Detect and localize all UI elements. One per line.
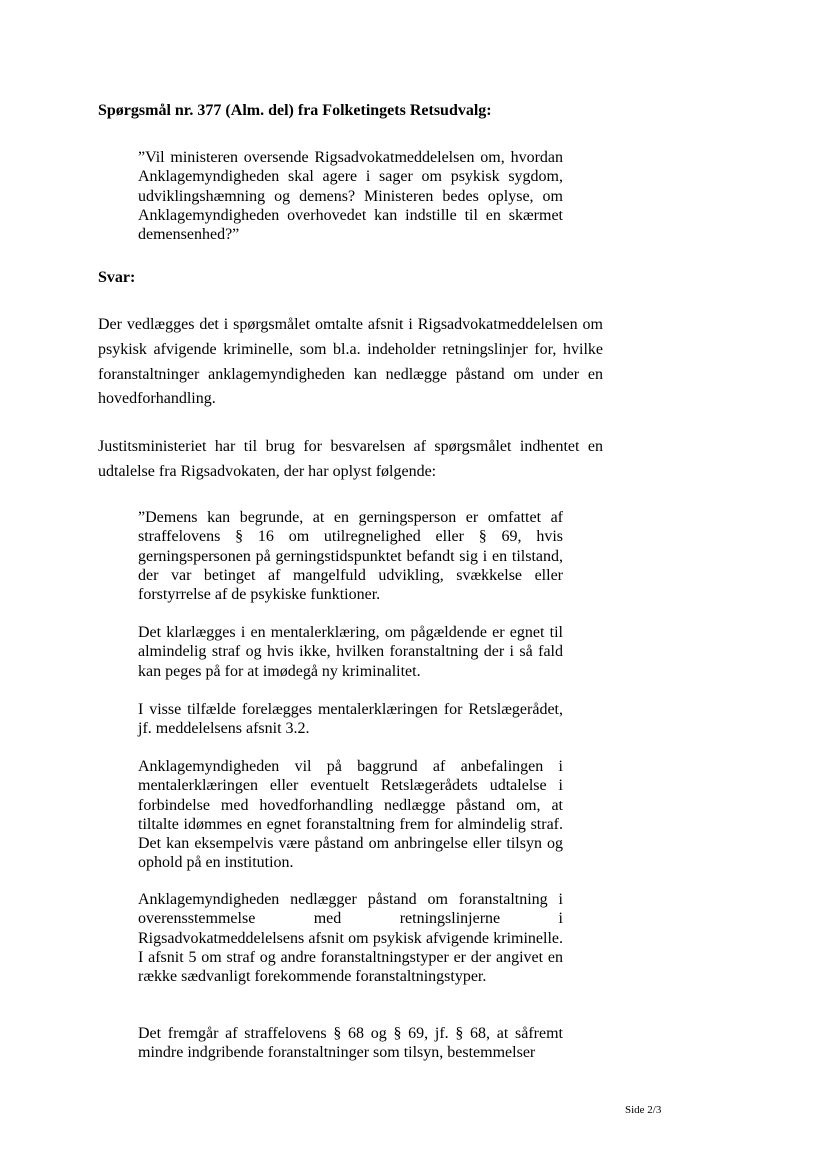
page-number: Side 2/3 [625,1104,662,1116]
rigsadvokat-quote-paragraph: Anklagemyndigheden vil på baggrund af anbefalingen i mentalerklæringen eller eventuelt Retslægerådets udtalelse i forbindelse med hovedforhandling nedlægge påstand om, at tiltalte idømmes en egnet foranstaltning frem for almindelig straf. Det kan eksempelvis være påstand om anbringelse eller tilsyn og ophold på en institution. [138,758,563,872]
question-heading: Spørgsmål nr. 377 (Alm. del) fra Folketingets Retsudvalg: [98,102,492,119]
rigsadvokat-quote-paragraph: Det klarlægges i en mentalerklæring, om pågældende er egnet til almindelig straf og hvis ikke, hvilken foranstaltning der i så fald kan peges på for at imødegå ny kriminalitet. [138,624,563,680]
question-quote: ”Vil ministeren oversende Rigsadvokatmeddelelsen om, hvordan Anklagemyndigheden skal agere i sager om psykisk sygdom, udviklingshæmning og demens? Ministeren bedes oplyse, om Anklagemyndigheden overhovedet kan indstille til en skærmet demensenhed?” [138,149,563,244]
answer-paragraph: Justitsministeriet har til brug for besvarelsen af spørgsmålet indhentet en udtalelse fra Rigsadvokaten, der har oplyst følgende: [98,438,603,480]
rigsadvokat-quote-paragraph: Anklagemyndigheden nedlægger påstand om foranstaltning i overensstemmelse med retningslinjerne i Rigsadvokatmeddelelsens afsnit om psykisk afvigende kriminelle. I afsnit 5 om straf og andre foranstaltningstyper er der angivet en række sædvanligt forekommende foranstaltningstyper. [138,891,563,986]
answer-label: Svar: [98,269,136,286]
rigsadvokat-quote-paragraph: Det fremgår af straffelovens § 68 og § 69, jf. § 68, at såfremt mindre indgribende foranstaltninger som tilsyn, bestemmelser [138,1025,563,1062]
rigsadvokat-quote-paragraph: ”Demens kan begrunde, at en gerningsperson er omfattet af straffelovens § 16 om utilregnelighed eller § 69, hvis gerningspersonen på gerningstidspunktet befandt sig i en tilstand, der var betinget af mangelfuld udvikling, svækkelse eller forstyrrelse af de psykiske funktioner. [138,509,563,604]
rigsadvokat-quote-paragraph: I visse tilfælde forelægges mentalerklæringen for Retslægerådet, jf. meddelelsens afsnit 3.2. [138,701,563,738]
answer-paragraph: Der vedlægges det i spørgsmålet omtalte afsnit i Rigsadvokatmeddelelsen om psykisk afvigende kriminelle, som bl.a. indeholder retningslinjer for, hvilke foranstaltninger anklagemyndigheden kan nedlægge påstand om under en hovedforhandling. [98,316,603,408]
